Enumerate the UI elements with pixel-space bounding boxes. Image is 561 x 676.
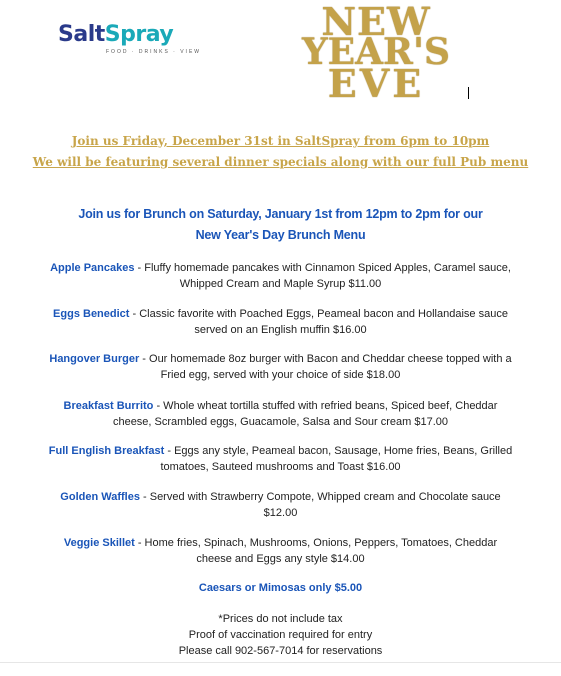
footer-notes: [0, 611, 561, 659]
menu-item-name: Veggie Skillet: [63, 537, 135, 549]
new-years-eve-title: [286, 0, 466, 106]
reservation-note: Please call 902-567-7014 for reservations: [178, 645, 383, 657]
announcement-line-2: We will be featuring several dinner specials along with our full Pub menu: [32, 155, 529, 169]
title-line-1: NEW: [321, 0, 431, 44]
menu-item-desc-2: served on an English muffin $16.00: [194, 324, 367, 336]
menu-item-name: Full English Breakfast: [48, 445, 165, 457]
menu-item-name: Apple Pancakes: [50, 262, 135, 274]
menu-item-eggs-benedict: [30, 306, 531, 338]
saltspray-logo: [58, 22, 264, 62]
title-line-3: EVE: [327, 61, 425, 106]
menu-item-name: Eggs Benedict: [53, 308, 130, 320]
header: [0, 0, 561, 110]
menu-item-desc: - Eggs any style, Peameal bacon, Sausage, Home fries, Beans, Grilled: [164, 445, 513, 457]
menu-item-full-english-breakfast: [30, 443, 531, 475]
drinks-special: Caesars or Mimosas only $5.00: [198, 582, 363, 594]
divider: [0, 662, 561, 663]
menu-item-veggie-skillet: [30, 535, 531, 567]
menu-item-desc: - Home fries, Spinach, Mushrooms, Onions, Peppers, Tomatoes, Cheddar: [134, 537, 498, 549]
title-line-2: YEAR'S: [301, 31, 450, 73]
menu-item-desc-2: cheese, Scrambled eggs, Guacamole, Salsa and Sour cream $17.00: [112, 416, 449, 428]
menu-item-breakfast-burrito: [30, 398, 531, 430]
menu-item-desc-2: cheese and Eggs any style $14.00: [196, 553, 365, 565]
menu-item-desc-2: $12.00: [263, 507, 298, 519]
menu-item-desc: - Our homemade 8oz burger with Bacon and Cheddar cheese topped with a: [139, 353, 512, 365]
menu-item-desc-2: Fried egg, served with your choice of side $18.00: [160, 369, 401, 381]
announcement-line-1: Join us Friday, December 31st in SaltSpray from 6pm to 10pm: [71, 134, 490, 148]
logo-wordmark: SaltSpray: [58, 22, 174, 47]
menu-item-golden-waffles: [30, 489, 531, 521]
menu-item-desc: - Whole wheat tortilla stuffed with refried beans, Spiced beef, Cheddar: [153, 400, 498, 412]
menu-item-desc: - Fluffy homemade pancakes with Cinnamon Spiced Apples, Caramel sauce,: [134, 262, 511, 274]
menu-item-hangover-burger: [30, 351, 531, 383]
menu-item-name: Hangover Burger: [49, 353, 140, 365]
menu-item-desc: - Classic favorite with Poached Eggs, Peameal bacon and Hollandaise sauce: [129, 308, 508, 320]
menu-item-name: Breakfast Burrito: [63, 400, 154, 412]
text-cursor: [468, 87, 469, 99]
logo-tagline: FOOD · DRINKS · VIEW: [106, 49, 201, 55]
menu-item-desc-2: Whipped Cream and Maple Syrup $11.00: [179, 278, 382, 290]
menu-item-desc-2: tomatoes, Sauteed mushrooms and Toast $16.00: [160, 461, 401, 473]
menu-item-apple-pancakes: [30, 260, 531, 292]
vaccination-note: Proof of vaccination required for entry: [188, 629, 373, 641]
brunch-heading-line-2: New Year's Day Brunch Menu: [195, 228, 366, 242]
menu-item-name: Golden Waffles: [60, 491, 140, 503]
tax-note: *Prices do not include tax: [218, 613, 343, 625]
brunch-heading-line-1: Join us for Brunch on Saturday, January 1st from 12pm to 2pm for our: [78, 207, 483, 221]
menu-item-desc: - Served with Strawberry Compote, Whipped cream and Chocolate sauce: [139, 491, 501, 503]
